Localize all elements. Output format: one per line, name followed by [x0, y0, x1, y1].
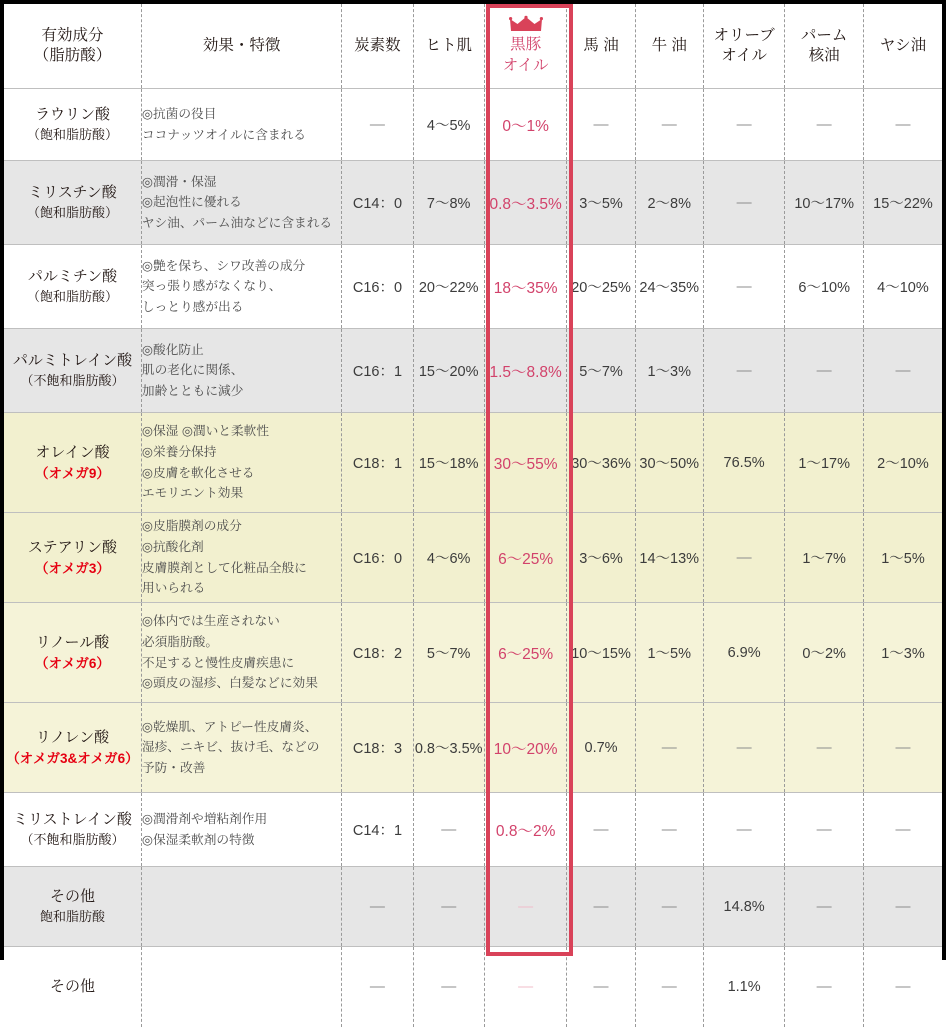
cell-palm-kernel-oil: —: [785, 867, 864, 947]
ingredient-label: リノール酸: [35, 633, 110, 651]
header-ingredient-line1: 有効成分: [41, 26, 104, 44]
cell-coconut-oil: —: [863, 329, 942, 413]
cell-ingredient-name: [4, 413, 141, 513]
cell-ingredient-name: [4, 245, 141, 329]
header-human-skin: [413, 4, 484, 89]
cell-black-pork-oil: 1.5〜8.8%: [484, 329, 567, 413]
effect-line: ◎保湿 ◎潤いと柔軟性: [141, 424, 270, 439]
cell-olive-oil: —: [703, 703, 785, 793]
cell-horse-oil: —: [567, 793, 635, 867]
omega-label: （オメガ9）: [35, 465, 110, 481]
cell-horse-oil: 3〜5%: [567, 161, 635, 245]
cell-olive-oil: 1.1%: [703, 947, 785, 1027]
effect-line: ◎抗酸化剤: [141, 539, 204, 554]
cell-coconut-oil: 1〜5%: [863, 513, 942, 603]
header-carbon-line1: 炭素数: [354, 36, 401, 54]
cell-horse-oil: 30〜36%: [567, 413, 635, 513]
header-black-pork-oil: [484, 4, 567, 89]
cell-carbon-count: C16：0: [342, 513, 413, 603]
ingredient-sublabel: 飽和脂肪酸: [39, 908, 105, 924]
effect-line: ココナッツオイルに含まれる: [141, 127, 306, 142]
cell-carbon-count: C18：1: [342, 413, 413, 513]
cell-horse-oil: 5〜7%: [567, 329, 635, 413]
cell-carbon-count: C18：3: [342, 703, 413, 793]
cell-human-skin: 20〜22%: [413, 245, 484, 329]
header-coconut-oil-line1: ヤシ油: [879, 36, 927, 54]
cell-coconut-oil: —: [863, 89, 942, 161]
table-row: [4, 329, 942, 413]
omega-label: （オメガ3）: [35, 560, 110, 576]
cell-beef-tallow: 24〜35%: [635, 245, 703, 329]
cell-palm-kernel-oil: —: [785, 947, 864, 1027]
header-ingredient-line2: （脂肪酸）: [33, 47, 112, 64]
cell-effects: [141, 329, 341, 413]
cell-palm-kernel-oil: —: [785, 703, 864, 793]
cell-olive-oil: —: [703, 793, 785, 867]
cell-palm-kernel-oil: —: [785, 793, 864, 867]
effect-line: 必須脂肪酸。: [141, 634, 219, 649]
cell-beef-tallow: —: [635, 793, 703, 867]
ingredient-label: ラウリン酸: [34, 106, 110, 124]
ingredient-label: その他: [49, 888, 95, 906]
header-beef-tallow: [635, 4, 703, 89]
cell-beef-tallow: 30〜50%: [635, 413, 703, 513]
cell-effects: [141, 413, 341, 513]
cell-human-skin: 0.8〜3.5%: [413, 703, 484, 793]
omega-label: （オメガ6）: [35, 655, 110, 671]
header-black-pork-line2: オイル: [502, 56, 549, 74]
cell-ingredient-name: [4, 161, 141, 245]
cell-carbon-count: —: [342, 867, 413, 947]
header-human-skin-line1: ヒト肌: [425, 36, 472, 54]
cell-human-skin: 4〜5%: [413, 89, 484, 161]
cell-effects: [141, 161, 341, 245]
header-ingredient: [4, 4, 141, 89]
table-row: [4, 947, 942, 1027]
cell-coconut-oil: 2〜10%: [863, 413, 942, 513]
cell-beef-tallow: 14〜13%: [635, 513, 703, 603]
effect-line: 用いられる: [141, 581, 206, 596]
effect-line: エモリエント効果: [141, 486, 244, 501]
cell-beef-tallow: —: [635, 89, 703, 161]
cell-carbon-count: C16：0: [342, 245, 413, 329]
table-row: [4, 793, 942, 867]
cell-olive-oil: —: [703, 513, 785, 603]
cell-palm-kernel-oil: —: [785, 329, 864, 413]
cell-carbon-count: C18：2: [342, 603, 413, 703]
cell-beef-tallow: —: [635, 703, 703, 793]
effect-line: ◎艶を保ち、シワ改善の成分: [141, 258, 306, 273]
cell-black-pork-oil: 30〜55%: [484, 413, 567, 513]
cell-black-pork-oil: 6〜25%: [484, 513, 567, 603]
cell-black-pork-oil: —: [484, 947, 567, 1027]
ingredient-label: ミリスチン酸: [28, 184, 117, 202]
cell-human-skin: —: [413, 793, 484, 867]
effect-line: ◎酸化防止: [141, 342, 204, 357]
cell-palm-kernel-oil: 1〜7%: [785, 513, 864, 603]
cell-coconut-oil: —: [863, 793, 942, 867]
effect-line: 肌の老化に関係、: [141, 363, 244, 378]
cell-human-skin: 5〜7%: [413, 603, 484, 703]
cell-effects: [141, 867, 341, 947]
effect-line: ◎潤滑・保湿: [141, 174, 217, 189]
cell-olive-oil: 6.9%: [703, 603, 785, 703]
effect-line: ◎皮脂膜剤の成分: [141, 519, 242, 534]
header-palm-kernel-line2: 核油: [808, 47, 840, 64]
cell-horse-oil: 3〜6%: [567, 513, 635, 603]
cell-palm-kernel-oil: —: [785, 89, 864, 161]
effect-line: 不足すると慢性皮膚疾患に: [141, 655, 295, 670]
effect-line: 突っ張り感がなくなり、: [141, 279, 282, 294]
header-row: [4, 4, 942, 89]
header-olive-oil: [703, 4, 785, 89]
table-row: [4, 161, 942, 245]
cell-olive-oil: 14.8%: [703, 867, 785, 947]
cell-olive-oil: —: [703, 161, 785, 245]
ingredient-sublabel: （飽和脂肪酸）: [26, 204, 118, 220]
cell-olive-oil: —: [703, 329, 785, 413]
ingredient-label: オレイン酸: [35, 443, 110, 461]
cell-ingredient-name: [4, 329, 141, 413]
effect-line: 予防・改善: [141, 760, 206, 775]
table-row: [4, 703, 942, 793]
cell-human-skin: —: [413, 867, 484, 947]
cell-horse-oil: —: [567, 89, 635, 161]
cell-palm-kernel-oil: 1〜17%: [785, 413, 864, 513]
cell-palm-kernel-oil: 6〜10%: [785, 245, 864, 329]
cell-coconut-oil: —: [863, 703, 942, 793]
cell-beef-tallow: —: [635, 867, 703, 947]
cell-ingredient-name: [4, 947, 141, 1027]
table-header: [4, 4, 942, 89]
cell-olive-oil: 76.5%: [703, 413, 785, 513]
cell-effects: [141, 703, 341, 793]
header-horse-oil-line1: 馬 油: [583, 36, 619, 54]
cell-carbon-count: C14：1: [342, 793, 413, 867]
header-palm-kernel-oil: [785, 4, 864, 89]
cell-horse-oil: 20〜25%: [567, 245, 635, 329]
cell-carbon-count: C14：0: [342, 161, 413, 245]
cell-beef-tallow: 1〜3%: [635, 329, 703, 413]
cell-coconut-oil: —: [863, 867, 942, 947]
cell-black-pork-oil: 0.8〜3.5%: [484, 161, 567, 245]
cell-palm-kernel-oil: 10〜17%: [785, 161, 864, 245]
effect-line: ◎保湿柔軟剤の特徴: [141, 832, 255, 847]
cell-ingredient-name: [4, 513, 141, 603]
cell-horse-oil: 0.7%: [567, 703, 635, 793]
cell-beef-tallow: 1〜5%: [635, 603, 703, 703]
ingredient-sublabel: （不飽和脂肪酸）: [20, 372, 125, 388]
cell-human-skin: —: [413, 947, 484, 1027]
ingredient-label: パルミトレイン酸: [12, 352, 133, 370]
cell-black-pork-oil: 0〜1%: [484, 89, 567, 161]
effect-line: ◎頭皮の湿疹、白髪などに効果: [141, 676, 318, 691]
cell-coconut-oil: 4〜10%: [863, 245, 942, 329]
cell-beef-tallow: —: [635, 947, 703, 1027]
cell-black-pork-oil: 0.8〜2%: [484, 793, 567, 867]
cell-effects: [141, 793, 341, 867]
cell-human-skin: 4〜6%: [413, 513, 484, 603]
table-row: [4, 603, 942, 703]
cell-beef-tallow: 2〜8%: [635, 161, 703, 245]
table-row: [4, 867, 942, 947]
ingredient-sublabel: （不飽和脂肪酸）: [20, 831, 125, 847]
effect-line: ◎乾燥肌、アトピー性皮膚炎、: [141, 719, 318, 734]
cell-coconut-oil: —: [863, 947, 942, 1027]
table-row: [4, 513, 942, 603]
header-effects: [141, 4, 341, 89]
effect-line: ◎栄養分保持: [141, 444, 217, 459]
header-black-pork-line1: 黒豚: [510, 36, 542, 54]
cell-human-skin: 7〜8%: [413, 161, 484, 245]
effect-line: ヤシ油、パーム油などに含まれる: [141, 215, 333, 230]
cell-human-skin: 15〜18%: [413, 413, 484, 513]
cell-effects: [141, 89, 341, 161]
table-row: [4, 413, 942, 513]
ingredient-sublabel: （飽和脂肪酸）: [26, 126, 118, 142]
effect-line: ◎起泡性に優れる: [141, 195, 242, 210]
cell-human-skin: 15〜20%: [413, 329, 484, 413]
header-horse-oil: [567, 4, 635, 89]
cell-effects: [141, 947, 341, 1027]
header-effects-line1: 効果・特徴: [202, 36, 281, 54]
cell-coconut-oil: 1〜3%: [863, 603, 942, 703]
cell-effects: [141, 603, 341, 703]
cell-black-pork-oil: 6〜25%: [484, 603, 567, 703]
cell-olive-oil: —: [703, 245, 785, 329]
effect-line: 湿疹、ニキビ、抜け毛、などの: [141, 740, 320, 755]
ingredient-label: その他: [49, 977, 95, 995]
header-beef-tallow-line1: 牛 油: [651, 36, 687, 54]
ingredient-label: リノレン酸: [35, 728, 110, 746]
cell-coconut-oil: 15〜22%: [863, 161, 942, 245]
effect-line: ◎抗菌の役目: [141, 106, 217, 121]
comparison-table: [4, 4, 942, 1027]
ingredient-label: ステアリン酸: [27, 538, 117, 556]
cell-carbon-count: C16：1: [342, 329, 413, 413]
effect-line: 加齢とともに減少: [141, 383, 244, 398]
cell-olive-oil: —: [703, 89, 785, 161]
effect-line: ◎皮膚を軟化させる: [141, 465, 255, 480]
ingredient-label: ミリストレイン酸: [12, 811, 132, 829]
cell-ingredient-name: [4, 793, 141, 867]
table-body: [4, 89, 942, 1027]
effect-line: しっとり感が出る: [141, 299, 244, 314]
effect-line: ◎体内では生産されない: [141, 614, 280, 629]
effect-line: 皮膚膜剤として化粧品全般に: [141, 560, 307, 575]
omega-label: （オメガ3&オメガ6）: [6, 750, 139, 766]
cell-carbon-count: —: [342, 947, 413, 1027]
effect-line: ◎潤滑剤や増粘剤作用: [141, 811, 268, 826]
header-palm-kernel-line1: パーム: [800, 26, 848, 44]
cell-effects: [141, 513, 341, 603]
crown-icon: [509, 16, 543, 33]
header-olive-oil-line2: オイル: [721, 47, 767, 64]
table-row: [4, 89, 942, 161]
cell-effects: [141, 245, 341, 329]
cell-black-pork-oil: —: [484, 867, 567, 947]
cell-ingredient-name: [4, 603, 141, 703]
ingredient-sublabel: （飽和脂肪酸）: [26, 288, 118, 304]
cell-ingredient-name: [4, 867, 141, 947]
cell-palm-kernel-oil: 0〜2%: [785, 603, 864, 703]
header-olive-oil-line1: オリーブ: [713, 26, 775, 44]
table-row: [4, 245, 942, 329]
ingredient-label: パルミチン酸: [27, 268, 118, 286]
cell-ingredient-name: [4, 703, 141, 793]
cell-black-pork-oil: 10〜20%: [484, 703, 567, 793]
cell-carbon-count: —: [342, 89, 413, 161]
cell-ingredient-name: [4, 89, 141, 161]
header-coconut-oil: [863, 4, 942, 89]
cell-horse-oil: —: [567, 867, 635, 947]
cell-black-pork-oil: 18〜35%: [484, 245, 567, 329]
cell-horse-oil: 10〜15%: [567, 603, 635, 703]
cell-horse-oil: —: [567, 947, 635, 1027]
header-carbon: [342, 4, 413, 89]
